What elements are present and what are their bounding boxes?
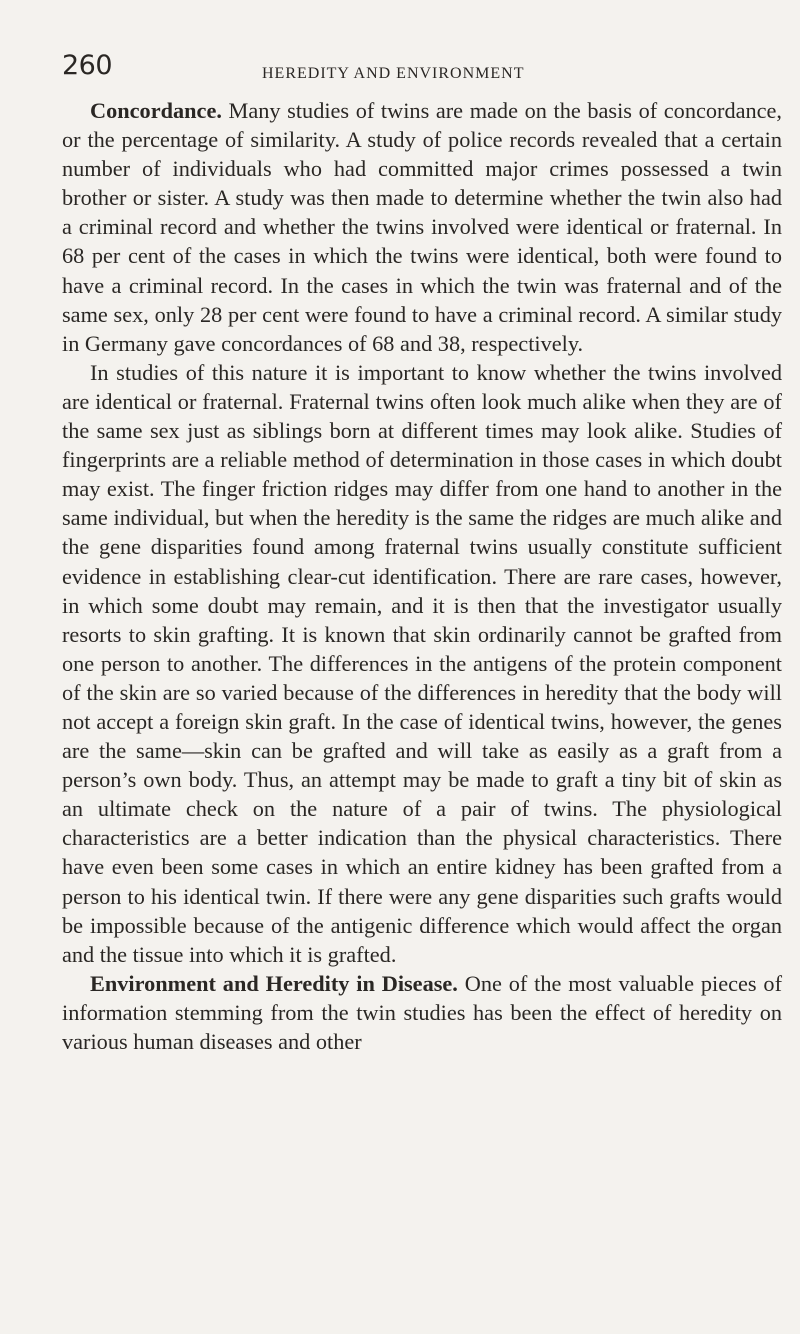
paragraph-text: In studies of this nature it is important to know whether the twins involved are identical or fraternal. Fraternal twins often look much alike when they are of the same sex just as siblings born at different times may look alike. Studies of fingerprints are a reliable method of determination in those cases in which doubt may exist. The finger friction ridges may differ from one hand to another in the same individual, but when the heredity is the same the ridges are much alike and the gene disparities found among fraternal twins usually constitute sufficient evidence in establishing clear-cut identification. There are rare cases, however, in which some doubt may remain, and it is then that the investigator usually resorts to skin grafting. It is known that skin ordinarily cannot be grafted from one person to another. The differences in the antigens of the protein component of the skin are so varied because of the differences in heredity that the body will not accept a foreign skin graft. In the case of identical twins, however, the genes are the same—skin can be grafted and will take as easily as a graft from a person’s own body. Thus, an attempt may be made to graft a tiny bit of skin as an ultimate check on the nature of a pair of twins. The physiological characteristics are a better indication than the physical characteristics. There have even been some cases in which an entire kidney has been grafted from a person to his identical twin. If there were any gene disparities such grafts would be impossible because of the antigenic difference which would affect the organ and the tissue into which it is grafted. (62, 359, 782, 967)
paragraph-concordance (62, 96, 782, 358)
running-head (62, 50, 782, 96)
body-text (62, 96, 782, 1056)
paragraph-text: One of the most valuable pieces of information stemming from the twin studies has been the effect of heredity on various human diseases and other (62, 970, 782, 1054)
paragraph-environment-heredity-disease (62, 969, 782, 1056)
section-heading-concordance: Concordance. (90, 98, 222, 123)
paragraph-text: Many studies of twins are made on the basis of concordance, or the percentage of similarity. A study of police records revealed that a certain number of individuals who had committed major crimes possessed a twin brother or sister. A study was then made to determine whether the twin also had a criminal record and whether the twins involved were identical or fraternal. In 68 per cent of the cases in which the twins were identical, both were found to have a criminal record. In the cases in which the twin was fraternal and of the same sex, only 28 per cent were found to have a criminal record. A similar study in Germany gave concordances of 68 and 38, respectively. (62, 98, 782, 356)
section-heading-environment-heredity-disease: Environment and Heredity in Disease. (90, 970, 458, 996)
book-page (62, 50, 782, 1056)
running-title: HEREDITY AND ENVIRONMENT (262, 65, 525, 82)
page-number: 260 (62, 50, 113, 81)
paragraph-identification (62, 358, 782, 969)
